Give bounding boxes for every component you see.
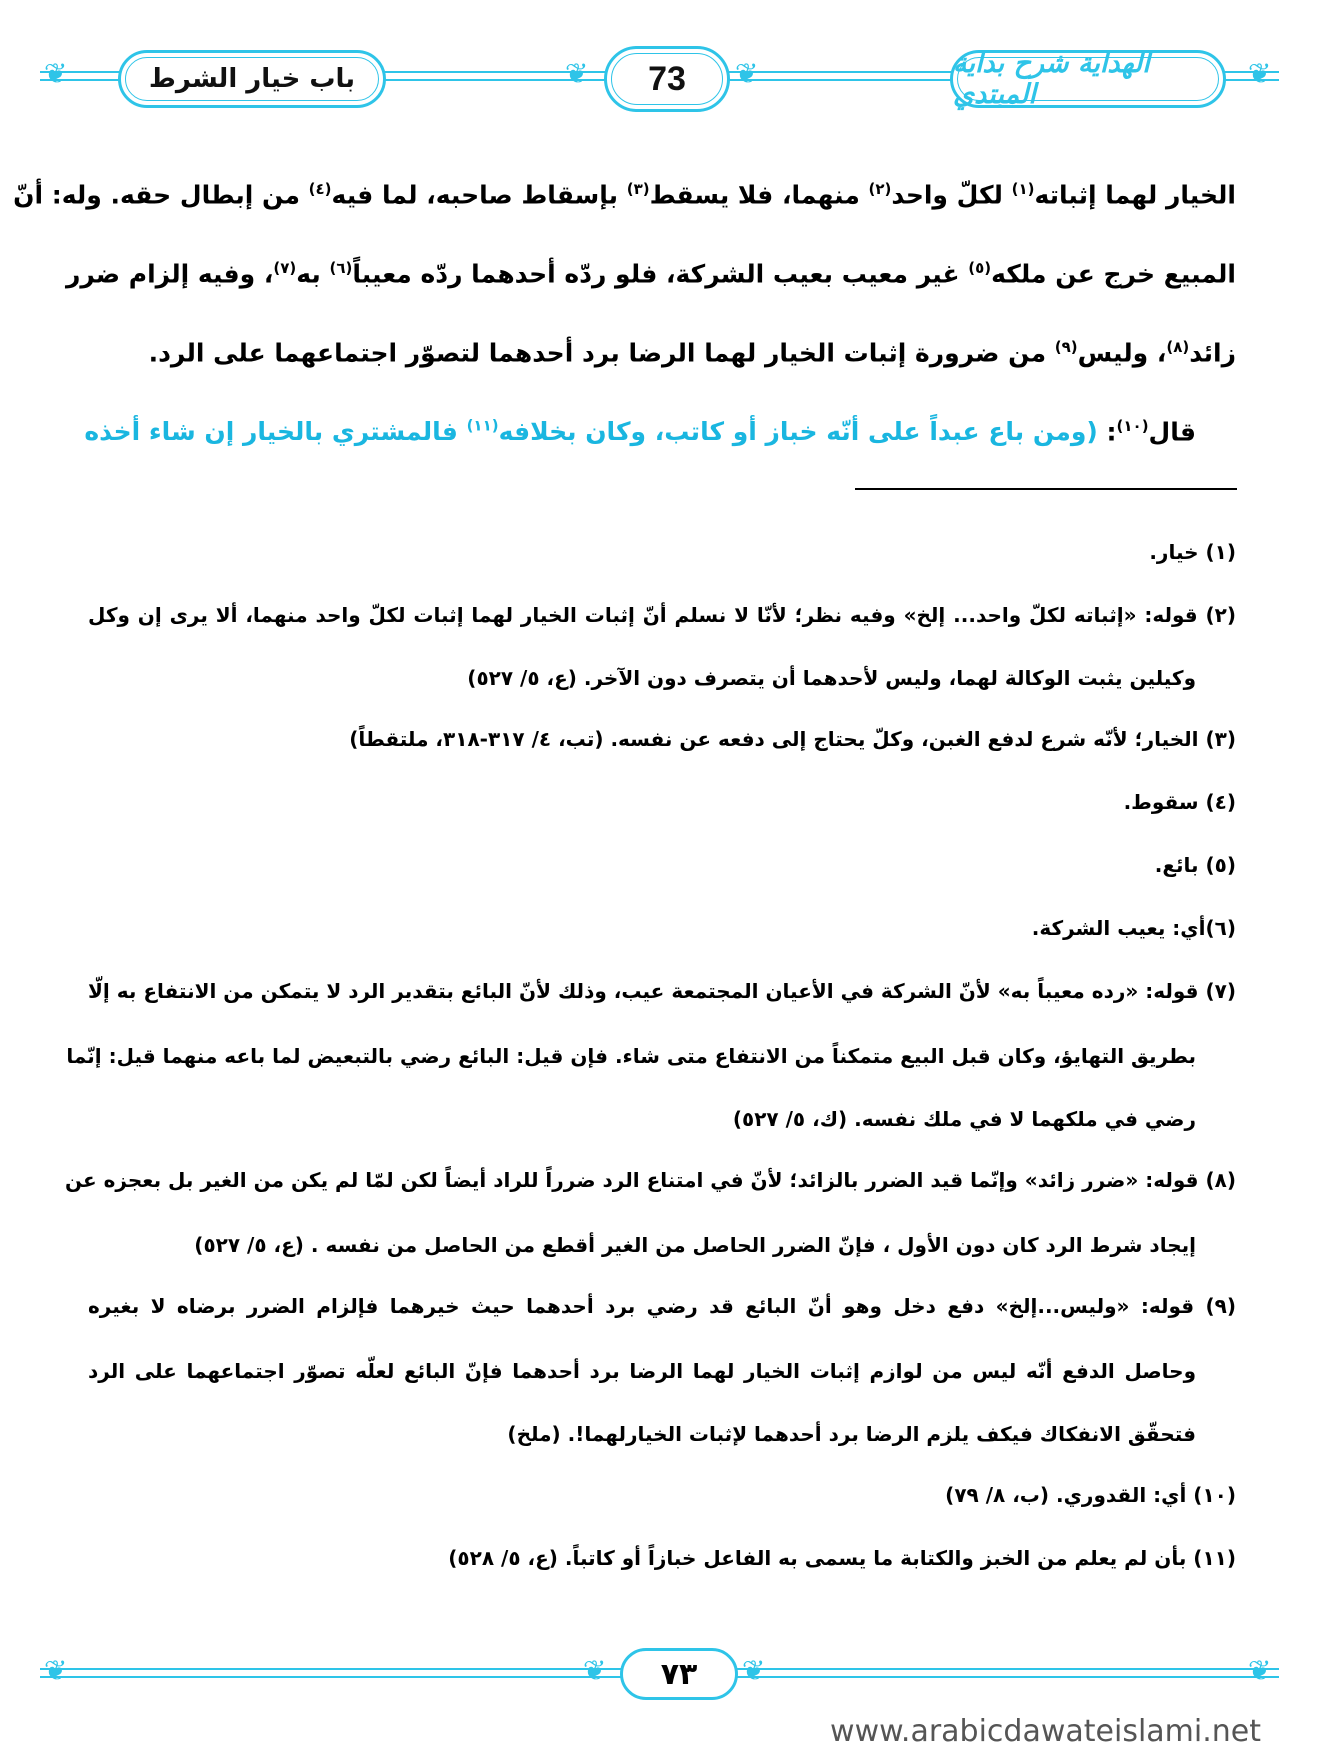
footnote-9-line-1: (٩) قوله: «وليس...إلخ» دفع دخل وهو أنّ البائع قد رضي برد أحدهما حيث خيرهما فإلزام الضرر برضاه لا بغيره — [88, 1294, 1236, 1318]
footnote-1: (١) خيار. — [1149, 540, 1236, 564]
book-title-box — [950, 50, 1226, 108]
footer-mid-ornament-right: ❦ — [742, 1654, 766, 1687]
page-number-bottom-box — [620, 1648, 738, 1700]
chapter-title: باب خيار الشرط — [148, 64, 356, 94]
footnote-2-line-2: وكيلين يثبت الوكالة لهما، وليس لأحدهما أن يتصرف دون الآخر. (ع، ٥/ ٥٢٧) — [467, 666, 1196, 690]
main-text-line-1: الخيار لهما إثباته$^{(١)}$ لكلّ واحد$^{(٢)}$ منهما، فلا يسقط$^{(٣)}$ بإسقاط صاحبه، لما فيه$^{(٤)}$ من إبطال حقه. وله: أنّ — [13, 180, 1236, 210]
footnote-8-line-1: (٨) قوله: «ضرر زائد» وإنّما قيد الضرر بالزائد؛ لأنّ في امتناع الرد ضرراً للراد أيضاً لكن لمّا لم يكن من الغير بل بعجزه عن — [65, 1168, 1236, 1192]
footnote-7-line-3: رضي في ملكهما لا في ملك نفسه. (ك، ٥/ ٥٢٧) — [732, 1107, 1196, 1131]
footnote-7-line-1: (٧) قوله: «رده معيباً به» لأنّ الشركة في الأعيان المجتمعة عيب، وذلك لأنّ البائع بتقدير الرد لا يتمكن من الانتفاع به إلّا — [88, 979, 1236, 1003]
footnote-2-line-1: (٢) قوله: «إثباته لكلّ واحد... إلخ» وفيه نظر؛ لأنّا لا نسلم أنّ إثبات الخيار لهما إثبات لكلّ واحد منهما، ألا يرى إن وكل — [88, 603, 1236, 627]
page-number-top: 73 — [648, 59, 686, 98]
page-number-bottom: ٧٣ — [660, 1656, 698, 1692]
footnote-6: (٦)أي: يعيب الشركة. — [1031, 916, 1236, 940]
footnote-10: (١٠) أي: القدوري. (ب، ٨/ ٧٩) — [945, 1483, 1236, 1507]
page-number-top-box — [604, 46, 730, 112]
footnote-3: (٣) الخيار؛ لأنّه شرع لدفع الغبن، وكلّ يحتاج إلى دفعه عن نفسه. (تب، ٤/ ٣١٧-٣١٨، ملتقطاً) — [349, 727, 1236, 751]
main-text-line-3: زائد$^{(٨)}$، وليس$^{(٩)}$ من ضرورة إثبات الخيار لهما الرضا برد أحدهما لتصوّر اجتماعهما على الرد. — [148, 338, 1236, 368]
footnote-5: (٥) بائع. — [1154, 853, 1236, 877]
chapter-title-box — [118, 50, 386, 108]
main-text-line-4: قال$^{(١٠)}$: (ومن باع عبداً على أنّه خباز أو كاتب، وكان بخلافه$^{(١١)}$ فالمشتري بالخيار إن شاء أخذه — [84, 417, 1196, 447]
footnote-11: (١١) بأن لم يعلم من الخبز والكتابة ما يسمى به الفاعل خبازاً أو كاتباً. (ع، ٥/ ٥٢٨) — [448, 1546, 1236, 1570]
matn-quote: (ومن باع عبداً على أنّه خباز أو كاتب، وكان بخلافه$^{(١١)}$ فالمشتري بالخيار إن شاء أخذه — [84, 417, 1098, 447]
footer-mid-ornament-left: ❦ — [583, 1654, 607, 1687]
header-mid-ornament-left: ❦ — [565, 57, 589, 90]
book-title: الهداية شرح بداية المبتدي — [953, 48, 1150, 110]
header-mid-ornament-right: ❦ — [735, 57, 759, 90]
footnote-7-line-2: بطريق التهايؤ، وكان قبل البيع متمكناً من الانتفاع متى شاء. فإن قيل: البائع رضي بالتبعيض لما باعه منهما قيل: إنّما — [66, 1044, 1196, 1068]
footnote-9-line-3: فتحقّق الانفكاك فيكف يلزم الرضا برد أحدهما لإثبات الخيارلهما!. (ملخ) — [507, 1422, 1196, 1446]
footnote-4: (٤) سقوط. — [1123, 790, 1236, 814]
footnote-separator — [855, 488, 1237, 490]
footnote-9-line-2: وحاصل الدفع أنّه ليس من لوازم إثبات الخيار لهما الرضا برد أحدهما فإنّ البائع لعلّه تصوّر اجتماعهما على الرد — [88, 1359, 1196, 1383]
footnote-8-line-2: إيجاد شرط الرد كان دون الأول ، فإنّ الضرر الحاصل من الغير أقطع من الحاصل من نفسه . (ع، ٥/ ٥٢٧) — [194, 1233, 1196, 1257]
header-left-ornament: ❦ — [44, 57, 68, 90]
header-right-ornament: ❦ — [1248, 57, 1272, 90]
footer-right-ornament: ❦ — [1248, 1654, 1272, 1687]
main-text-line-2: المبيع خرج عن ملكه$^{(٥)}$ غير معيب بعيب الشركة، فلو ردّه أحدهما ردّه معيباً$^{(٦)}$ به$^{(٧)}$، وفيه إلزام ضرر — [65, 259, 1236, 289]
footer-left-ornament: ❦ — [44, 1654, 68, 1687]
website-watermark: www.arabicdawateislami.net — [830, 1714, 1261, 1749]
